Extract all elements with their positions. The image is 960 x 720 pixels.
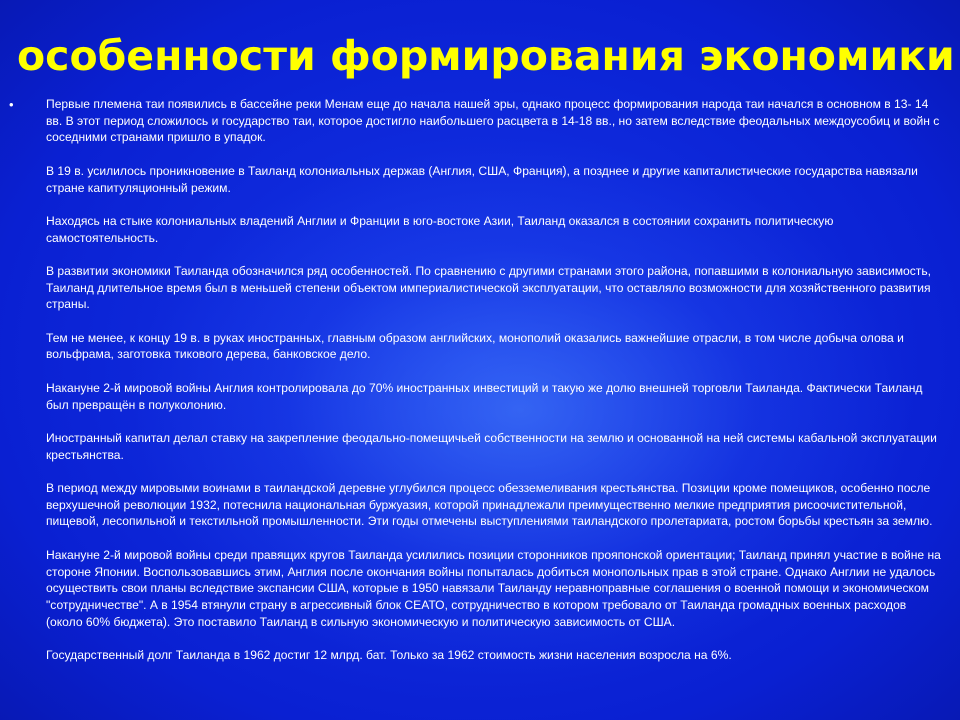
paragraph: В развитии экономики Таиланда обозначился ряд особенностей. По сравнению с другими странами этого района, попавшими в колониальную зависимость, Таиланд длительное время был в меньшей степени объектом империалистической эксплуатации, что оставляло возможности для хозяйственного развития страны. (46, 263, 931, 312)
bullet-marker: • (9, 97, 14, 112)
body-text (46, 96, 941, 664)
paragraph: Тем не менее, к концу 19 в. в руках иностранных, главным образом английских, монополий оказались важнейшие отрасли, в том числе добыча олова и вольфрама, заготовка тикового дерева, банковское дело. (46, 330, 904, 362)
paragraph: В 19 в. усилилось проникновение в Таиланд колониальных держав (Англия, США, Франция), а позднее и другие капиталистические государства навязали стране капитуляционный режим. (46, 163, 918, 195)
paragraph: В период между мировыми воинами в таиландской деревне углубился процесс обезземеливания крестьянства. Позиции кроме помещиков, особенно после верхушечной революции 1932, потеснила национальная буржуазия, которой принадлежали преимущественно мелкие предприятия рисоочистительной, пищевой, лесопильной и текстильной промышленности. Эти годы отмечены выступлениями таиландского пролетариата, ростом борьбы крестьян за землю. (46, 481, 933, 529)
paragraph: Накануне 2-й мировой войны среди правящих кругов Таиланда усилились позиции сторонников прояпонской ориентации; Таиланд принял участие в войне на стороне Японии. Воспользовавшись этим, Англия после окончания войны попыталась добиться монопольных прав в этой стране. Однако Англии не удалось осуществить свои планы вследствие экспансии США, которые в 1950 навязали Таиланду неравноправные соглашения о военной помощи и экономическом "сотрудничестве". А в 1954 втянули страну в агрессивный блок СЕАТО, сотрудничество в котором требовало от Таиланда громадных военных расходов (около 60% бюджета). Это поставило Таиланд в сильную экономическую и политическую зависимость от США. (46, 547, 941, 629)
paragraph: Накануне 2-й мировой войны Англия контролировала до 70% иностранных инвестиций и такую же долю внешней торговли Таиланда. Фактически Таиланд был превращён в полуколонию. (46, 380, 923, 412)
paragraph: Государственный долг Таиланда в 1962 достиг 12 млрд. бат. Только за 1962 стоимость жизни населения возросла на 6%. (46, 648, 732, 663)
paragraph: Находясь на стыке колониальных владений Англии и Франции в юго-востоке Азии, Таиланд оказался в состоянии сохранить политическую самостоятельность. (46, 213, 834, 245)
slide-title: особенности формирования экономики (17, 32, 955, 80)
paragraph: Иностранный капитал делал ставку на закрепление феодально-помещичьей собственности на землю и основанной на ней системы кабальной эксплуатации крестьянства. (46, 430, 937, 462)
paragraph: Первые племена таи появились в бассейне реки Менам еще до начала нашей эры, однако процесс формирования народа таи начался в основном в 13- 14 вв. В этот период сложилось и государство таи, которое достигло наибольшего расцвета в 14-18 вв., но затем вследствие феодальных междоусобиц и войн с соседними странами пришло в упадок. (46, 97, 940, 145)
